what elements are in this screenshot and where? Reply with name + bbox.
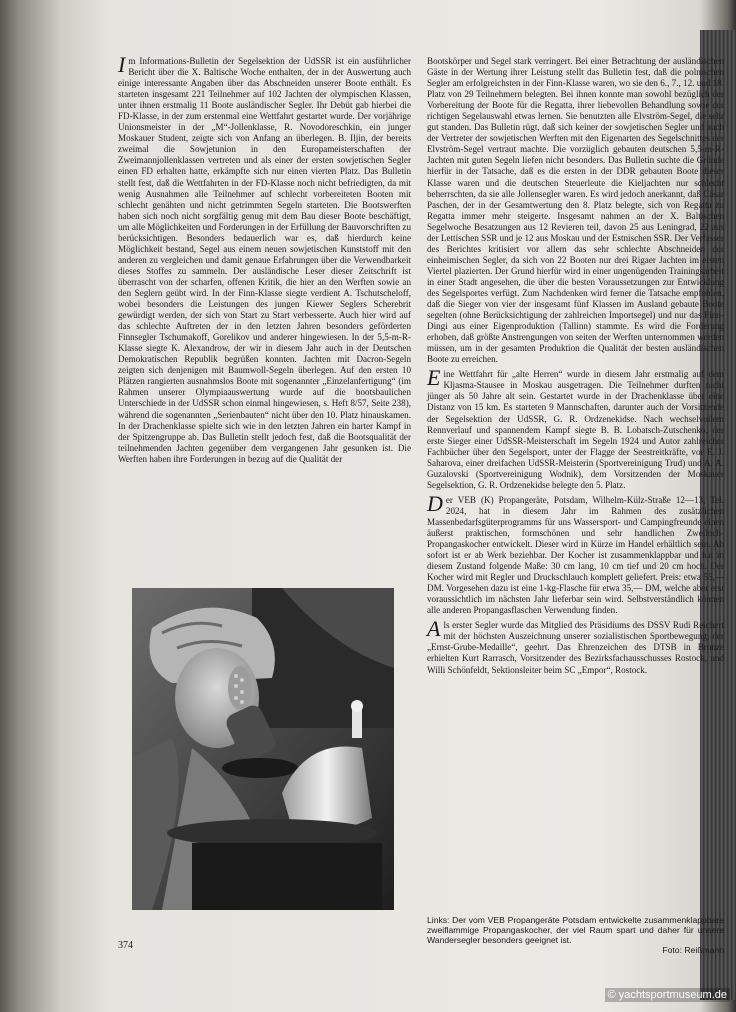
decorative-initial: A <box>427 616 441 642</box>
right-text-column <box>427 56 724 680</box>
photo-caption: Links: Der vom VEB Propangeräte Potsdam entwickelte zusammenklappbare zweiflammige Propangaskocher, der viel Raum spart und daher für unsere Wandersegler besonders geeignet ist. Foto: Reißmann <box>427 915 724 955</box>
perforated-lid <box>228 666 252 710</box>
article-old-gentlemen-race: Eine Wettfahrt für „alte Herren“ wurde in diesem Jahr erstmalig auf dem Kljasma-Stausee in Moskau ausgetragen. Die Teilnehmer durften nicht jünger als 50 Jahre alt sein. Gestartet wurde in der Drachenklasse über eine Distanz von 15 km. Es starteten 9 Mannschaften, darunter auch der Vorsitzende der Segelsektion der UdSSR, G. R. Ordzenekidse. Nach wechselvollem Rennverlauf und spannendem Kampf siegte B. B. Lobatsch-Zutschenko, der erste Sieger einer UdSSR-Meisterschaft im Segeln 1924 und Autor zahlreicher Fachbücher über den Segelsport, unter der Flagge der Seestreitkräfte, vor E. J. Saharova, einer dreifachen UdSSR-Meisterin (Sportvereinigung Trud) und A. A. Guzalovski (Sportvereinigung Wodnik), dem Vorsitzenden der Moskauer Segelsektion, G. R. Ordzenekidse belegte den 5. Platz. <box>427 365 724 490</box>
article-award: Als erster Segler wurde das Mitglied des Präsidiums des DSSV Rudi Reichert mit der höchsten Auszeichnung unserer sozialistischen Sportbewegung, der „Ernst-Grube-Medaille“, geehrt. Das Ehrenzeichen des DTSB in Bronze erhielten Kurt Rarrasch, Vorsitzender des Bezirksfachausschusses Rostock, und Willi Schönfeldt, Sektionsleiter beim SC „Empor“, Rostock. <box>427 616 724 675</box>
article-propane-stove: Der VEB (K) Propangeräte, Potsdam, Wilhelm-Külz-Straße 12—13, Tel. 2024, hat in diesem Jahr im Rahmen des zusätzlichen Massenbedarfsgüterprogramms für uns Wassersport- und Campingfreunde einen äußerst praktischen, formschönen und sehr handlichen Zweiloch-Propangaskocher entwickelt. Dieser wird in Kürze im Handel erhältlich sein. Ab sofort ist er ab Werk beziehbar. Der Kocher ist zusammenklappbar und hat in diesem Zustand folgende Maße: 30 cm lang, 10 cm tief und 20 cm hoch. Der Kocher wird mit Regler und Druckschlauch komplett geliefert. Preis: etwa 55,— DM. Vorgesehen dazu ist eine 1-kg-Flasche für etwa 35,— DM, welche aber erst voraussichtlich im nächsten Jahr lieferbar sein wird. Selbstverständlich können alle anderen Propangasflaschen Verwendung finden. <box>427 490 724 616</box>
decorative-initial: I <box>118 52 126 77</box>
article-baltic-week-part2: Bootskörper und Segel stark verringert. Bei einer Betrachtung der ausländischen Gäste in der Wertung ihrer Leistung stellt das Bulletin fest, daß die polnischen Segler am erfolgreichsten in der Finn-Klasse waren, wo sie den 6., 7., 12. und 18. Platz von 29 Teilnehmern belegten. Bei ihnen konnte man sowohl bezüglich der Vorbereitung der Boote für die Regatta, ihrer liebevollen Behandlung sowie der richtigen Segelauswahl etwas lernen. Sie benutzten alle Elvström-Segel, die sehr gut standen. Das Bulletin rügt, daß sich keiner der sowjetischen Segler und auch der Vertreter der sowjetischen Werften mit den Eigenarten des Segelschnittes der Elvström-Segel vertraut machte. Die vorzüglich gebauten deutschen 5,5-m-R-Jachten mit guten Segeln liefen nicht besonders. Das Bulletin suchte die Gründe hierfür in der Tatsache, daß es die ersten in der DDR gebauten Boote dieser Klasse waren und die deutschen Steuerleute die Kieljachten nur schlecht beherrschten, da sie alle Jollensegler waren. Es wird jedoch anerkannt, daß Cäsar Paschen, der in der Gesamtwertung den 8. Platz belegte, sich von Regatta zu Regatta immer mehr steigerte. Insgesamt nahmen an der X. Baltischen Segelwoche Besatzungen aus 12 Revieren teil, davon 25 aus Leningrad, 22 aus der Lettischen SSR und je 12 aus Moskau und der Estnischen SSR. Der Verfasser des Berichtes kritisiert vor allem das sehr schlechte Abschneiden der einheimischen Segler, da sich von 22 Booten nur drei Rigaer Jachten im ersten Viertel plazierten. Der Grund hierfür wird in einer ungenügenden Trainingsarbeit in einer Stadt angesehen, die über die besten Voraussetzungen zur Entwicklung des Segelsportes verfügt. Zum Nachdenken wird ferner die Tatsache empfohlen, daß die Sieger von vier der insgesamt fünf Klassen im Ausland gebaute Boote segelten (ohne Berücksichtigung der zahlreichen Importsegel) und nur das Finn-Dingi aus einer Eigenproduktion (Tallinn) stammte. Es wird die Forderung erhoben, daß größte Anstrengungen von seiten der Werften unternommen werden müssen, um in der gesamten Produktion die Qualität der besten ausländischen Boote zu erreichen. <box>427 56 724 365</box>
stove-photo <box>132 588 394 910</box>
article-baltic-week-part1: Im Informations-Bulletin der Segelsektion der UdSSR ist ein ausführlicher Bericht über die X. Baltische Woche enthalten, der in der Auswertung auch einige interessante Angaben über das Abschneiden unserer Boote enthält. Es starteten insgesamt 221 Teilnehmer auf 102 Jachten der olympischen Klassen, unter ihnen erstmalig 11 Boote ausländischer Segler. Ihr Debüt gab hierbei die FD-Klasse, in der zum erstenmal eine Wettfahrt gestartet wurde. Der vorjährige Unionsmeister in der „M“-Jollenklasse, R. Novodoreschkin, ein junger Moskauer Student, zeigte sich von Anfang an überlegen. B. Iljin, der bereits zweimal die Sowjetunion in den Europameisterschaften der Zweimannjollenklassen vertreten und als einer der ersten sowjetischen Segler einen FD erhalten hatte, erkämpfte sich nur einen vierten Platz. Das Bulletin stellt fest, daß die Wettfahrten in der FD-Klasse noch nicht befriedigten, da mit wenig Ausnahmen alle Teilnehmer auf schlecht vorbereiteten Booten mit schlecht genähten und nicht getrimmten Segeln starteten. Die Bootswerften haben sich noch nicht sorgfältig genug mit dem Bau dieser Boote beschäftigt, um alle Möglichkeiten und Forderungen in der Erfüllung der Bauvorschriften zu berücksichtigen. Besonders bedauerlich war es, daß hierdurch keine Möglichkeit bestand, Segel aus einem neuen sowjetischen Kunststoff mit den anderen zu vergleichen und damit genaue Erfahrungen über die Verwendbarkeit dieses Stoffes zu sammeln. Der ausländische Leser dieser Zeitschrift ist überrascht von der scharfen, offenen Kritik, die hier an den Werften sowie an den Seglern geübt wird. In der Finn-Klasse siegte verdient A. Tschutscheloff, wobei besonders die Leistungen des jungen Kiewer Seglers Scherebrit gewürdigt werden, der sich von Start zu Start verbesserte. Auch hier wird auf das schlechte Auftreten der in den letzten Jahren besonders geförderten Finnsegler Tschumakoff, Gorelikov und anderer hingewiesen. In der 5,5-m-R-Klasse siegte K. Alexandrow, der wir in diesem Jahr auch in der Deutschen Demokratischen Republik begrüßen konnten. Jachten mit Dacron-Segeln zeigten sich denjenigen mit Baumwoll-Segeln überlegen. Auf den ersten 10 Plätzen rangierten ausnahmslos Boote mit sogenannter „Einzelanfertigung“ (im Rahmen unserer Olympiaauswertung wurde auf die bootsbaulichen Unterschiede in der UdSSR schon einmal hingewiesen, s. Heft 8/57, Seite 238), während die sogenannten „Serienbauten“ nicht über den 10. Platz hinauskamen. In der Drachenklasse spielte sich wie in den letzten Jahren ein harter Kampf in der Spitzengruppe ab. Das Bulletin stellt jedoch fest, daß die Bootsqualität der teilnehmenden Jachten gegenüber dem vergangenen Jahr gesunken ist. Die Werften haben ihre Forderungen in bezug auf die Qualität der <box>118 52 411 464</box>
decorative-initial: E <box>427 365 441 391</box>
decorative-initial: D <box>427 490 443 516</box>
stove-burner <box>222 758 298 778</box>
left-text-column <box>118 52 411 469</box>
watermark: © yachtsportmuseum.de <box>605 988 730 1002</box>
photo-woman-with-camping-stove-image <box>132 588 394 910</box>
photo-credit: Foto: Reißmann <box>662 945 724 955</box>
page-number: 374 <box>118 940 133 951</box>
